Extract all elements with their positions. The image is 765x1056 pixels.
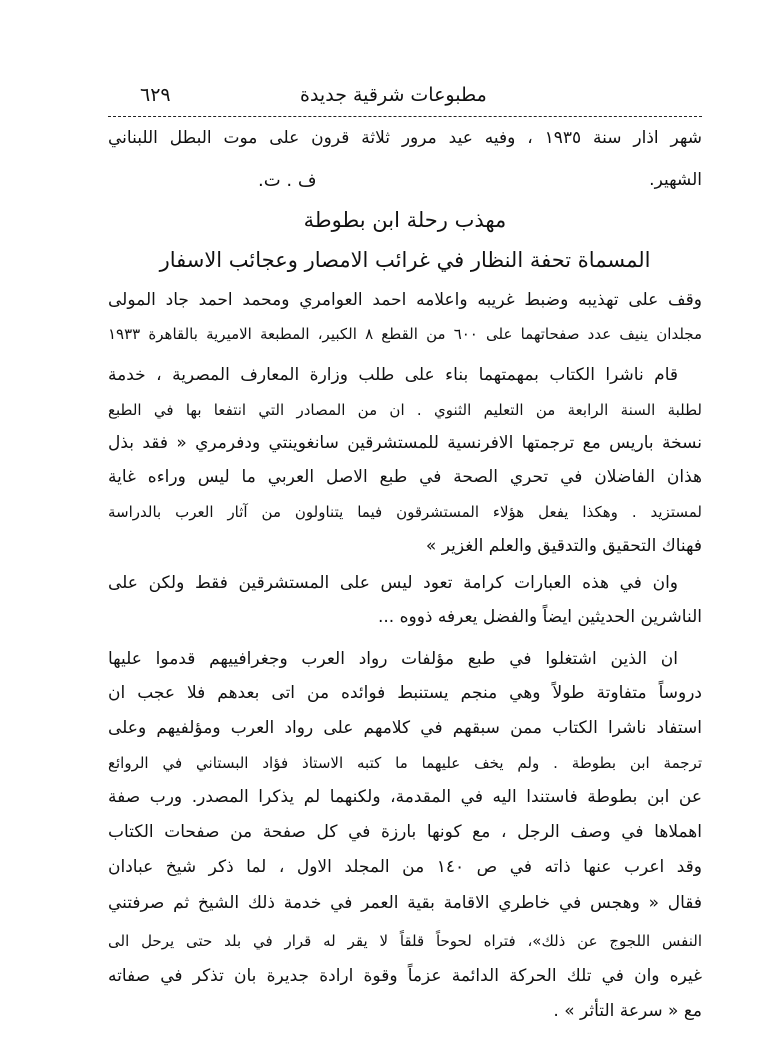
body-line: هذان الفاضلان في تحري الصحة في طبع الاصل العربي ما ليس وراءه غاية	[108, 467, 702, 487]
body-line: اهملاها في وصف الرجل ، مع كونها بارزة في كل صفحة من صفحات الكتاب	[108, 822, 702, 842]
body-line: وان في هذه العبارات كرامة تعود ليس على المستشرقين فقط ولكن على	[108, 573, 678, 593]
intro-line: الشهير.	[649, 170, 702, 190]
page-number: ٦٢٩	[140, 84, 171, 106]
review-subtitle: المسماة تحفة النظار في غرائب الامصار وعجائب الاسفار	[159, 248, 651, 272]
body-line: لطلبة السنة الرابعة من التعليم الثنوي . ان من المصادر التي انتفعا بها في الطبع	[108, 401, 702, 419]
body-line: دروساً متفاوتة طولاً وهي منجم يستنبط فوائده من اتى بعدهم فلا عجب ان	[108, 683, 702, 703]
body-line: النفس اللجوج عن ذلك»، فتراه لحوحاً قلقاً لا يقر له قرار في بلد حتى يرحل الى	[108, 932, 702, 950]
signature: ف . ت.	[258, 170, 317, 191]
body-line: مع « سرعة التأثر » .	[553, 1001, 702, 1021]
body-line: قام ناشرا الكتاب بمهمتهما بناء على طلب وزارة المعارف المصرية ، خدمة	[108, 365, 678, 385]
body-line: ان الذين اشتغلوا في طبع مؤلفات رواد العرب وجغرافييهم قدموا عليها	[108, 649, 678, 669]
review-title: مهذب رحلة ابن بطوطة	[303, 208, 507, 232]
body-line: عن ابن بطوطة فاستندا اليه في المقدمة، ولكنهما لم يذكرا المصدر. ورب صفة	[108, 787, 702, 807]
review-editors: وقف على تهذيبه وضبط غريبه واعلامه احمد العوامري ومحمد احمد جاد المولى	[108, 290, 702, 310]
body-line: استفاد ناشرا الكتاب ممن سبقهم في كلامهم على رواد العرب ومؤلفيهم وعلى	[108, 718, 702, 738]
body-line: الناشرين الحديثين ايضاً والفضل يعرفه ذووه ...	[377, 607, 702, 627]
intro-line: شهر اذار سنة ١٩٣٥ ، وفيه عيد مرور ثلاثة قرون على موت البطل اللبناني	[108, 128, 703, 148]
running-title: مطبوعات شرقية جديدة	[300, 84, 487, 106]
body-line: لمستزيد . وهكذا يفعل هؤلاء المستشرقون فيما يتناولون من آثار العرب بالدراسة	[108, 503, 702, 521]
body-line: ترجمة ابن بطوطة . ولم يخف عليهما ما كتبه الاستاذ فؤاد البستاني في الروائع	[108, 754, 702, 772]
body-line: نسخة باريس مع ترجمتها الافرنسية للمستشرقين سانغوينتي ودفرمري « فقد بذل	[108, 433, 702, 453]
body-line: وقد اعرب عنها ذاته في ص ١٤٠ من المجلد الاول ، لما ذكر شيخ عبادان	[108, 857, 702, 877]
body-line: غيره وان في تلك الحركة الدائمة عزماً وقوة ارادة جديرة بان تذكر في صفاته	[108, 966, 702, 986]
review-publication: مجلدان ينيف عدد صفحاتهما على ٦٠٠ من القطع ٨ الكبير، المطبعة الاميرية بالقاهرة ١٩٣٣	[108, 325, 702, 343]
body-line: فقال « وهجس في خاطري الاقامة بقية العمر في خدمة ذلك الشيخ ثم صرفتني	[108, 893, 702, 913]
header-rule	[108, 116, 702, 117]
body-line: فهناك التحقيق والتدقيق والعلم الغزير »	[425, 536, 702, 556]
